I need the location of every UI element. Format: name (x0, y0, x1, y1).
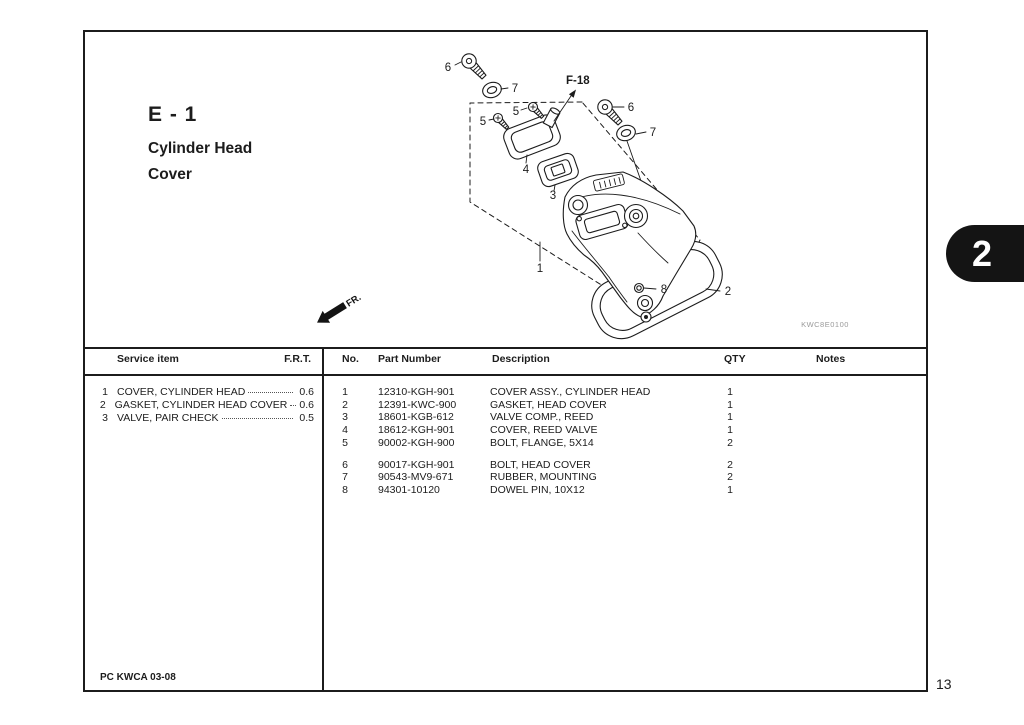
section-title-line1: Cylinder Head (148, 140, 253, 157)
part-description: RUBBER, MOUNTING (490, 471, 597, 484)
section-tab (946, 225, 1024, 282)
dot-leader (222, 418, 293, 419)
part-no: 1 (342, 386, 348, 398)
callout-8: 8 (660, 284, 668, 296)
flange-bolt-drawing (527, 101, 546, 121)
service-row-no: 3 (102, 412, 108, 424)
callout-6b: 6 (627, 102, 635, 114)
part-qty: 1 (727, 411, 733, 424)
part-number: 90017-KGH-901 (378, 458, 455, 471)
service-row (97, 412, 314, 425)
part-notes (805, 399, 865, 412)
part-qty: 2 (727, 458, 733, 471)
part-qty: 1 (727, 386, 733, 398)
table-header-rule (83, 374, 928, 376)
part-no: 8 (342, 483, 348, 496)
front-arrow-icon (313, 299, 348, 328)
service-row-no: 1 (102, 386, 108, 398)
service-table (97, 386, 314, 425)
part-description: VALVE COMP., REED (490, 411, 594, 424)
part-qty: 1 (727, 483, 733, 496)
row-group-gap (330, 450, 915, 459)
callout-2: 2 (724, 286, 732, 298)
part-notes (805, 386, 865, 399)
drawing-code: KWC8E0100 (801, 320, 849, 329)
section-code: E - 1 (148, 103, 198, 126)
callout-7a: 7 (511, 83, 519, 95)
service-row (97, 386, 314, 399)
parts-table (330, 386, 915, 497)
part-notes (805, 411, 865, 424)
part-notes (805, 484, 865, 497)
service-row-name: GASKET, CYLINDER HEAD COVER (114, 399, 288, 411)
service-row-no: 2 (99, 399, 106, 411)
table-row (330, 484, 915, 497)
qty-header: QTY (724, 353, 746, 365)
service-row-name: COVER, CYLINDER HEAD (117, 386, 246, 398)
figure-ref-label: F-18 (566, 75, 590, 87)
part-description: GASKET, HEAD COVER (490, 398, 607, 411)
part-no: 2 (342, 398, 348, 411)
part-notes (805, 459, 865, 472)
part-qty: 2 (727, 471, 733, 484)
section-title-line2: Cover (148, 166, 192, 183)
no-header: No. (342, 353, 359, 365)
part-qty: 2 (727, 436, 733, 449)
table-top-rule (83, 347, 928, 349)
part-notes (805, 437, 865, 450)
part-number: 18601-KGB-612 (378, 411, 454, 424)
reed-cover-pipe (543, 107, 560, 128)
service-row-frt: 0.6 (299, 386, 314, 398)
flange-bolt-drawing (492, 112, 511, 132)
part-qty: 1 (727, 424, 733, 437)
part-number: 18612-KGH-901 (378, 424, 455, 437)
part-no: 6 (342, 458, 348, 471)
front-marker (313, 290, 363, 329)
head-cover-bolt-drawing (595, 97, 625, 128)
frt-header: F.R.T. (284, 353, 311, 365)
table-row (330, 459, 915, 472)
part-number-header: Part Number (378, 353, 442, 365)
part-description: DOWEL PIN, 10X12 (490, 483, 585, 496)
head-cover-bolt-drawing (459, 51, 489, 82)
figure-ref-arrow (554, 90, 576, 122)
front-marker-label: FR. (344, 292, 364, 310)
reed-valve-drawing (536, 152, 580, 189)
dowel-pin-drawing (635, 284, 644, 293)
callout-6a: 6 (444, 62, 452, 74)
part-no: 7 (342, 471, 348, 484)
part-notes (805, 471, 865, 484)
notes-header: Notes (816, 353, 846, 365)
table-row (330, 471, 915, 484)
table-row (330, 399, 915, 412)
mounting-rubber-drawing (481, 80, 504, 100)
part-description: BOLT, HEAD COVER (490, 458, 591, 471)
part-notes (805, 424, 865, 437)
part-qty: 1 (727, 398, 733, 411)
service-item-header: Service item (117, 353, 179, 365)
mounting-rubber-drawing (615, 123, 638, 143)
service-row-frt: 0.5 (299, 412, 314, 424)
catalog-code: PC KWCA 03-08 (100, 672, 176, 683)
part-no: 5 (342, 436, 348, 449)
gasket-joint (641, 312, 651, 322)
part-number: 90002-KGH-900 (378, 436, 455, 449)
table-row (330, 411, 915, 424)
part-description: BOLT, FLANGE, 5X14 (490, 436, 594, 449)
page-number: 13 (936, 676, 952, 692)
callout-3: 3 (549, 190, 557, 202)
part-number: 12310-KGH-901 (378, 386, 455, 398)
section-tab-number: 2 (971, 232, 993, 274)
part-number: 12391-KWC-900 (378, 398, 457, 411)
table-row (330, 437, 915, 450)
dot-leader (248, 392, 293, 393)
callout-1: 1 (536, 263, 544, 275)
table-row (330, 386, 915, 399)
part-no: 4 (342, 424, 348, 437)
part-no: 3 (342, 411, 348, 424)
service-row-name: VALVE, PAIR CHECK (117, 412, 219, 424)
cover-boss (569, 196, 588, 215)
part-description: COVER, REED VALVE (490, 424, 598, 437)
part-number: 94301-10120 (378, 483, 440, 496)
table-row (330, 424, 915, 437)
service-row (97, 399, 314, 412)
callout-4: 4 (522, 164, 530, 176)
part-description: COVER ASSY., CYLINDER HEAD (490, 386, 651, 398)
table-divider-rule (322, 347, 324, 692)
callout-5a: 5 (479, 116, 487, 128)
callout-7b: 7 (649, 127, 657, 139)
dot-leader (290, 405, 296, 406)
service-row-frt: 0.6 (299, 399, 314, 411)
part-number: 90543-MV9-671 (378, 471, 454, 484)
plug-recess (638, 296, 653, 311)
oil-filler-cap (625, 205, 648, 228)
description-header: Description (492, 353, 550, 365)
callout-5b: 5 (512, 106, 520, 118)
